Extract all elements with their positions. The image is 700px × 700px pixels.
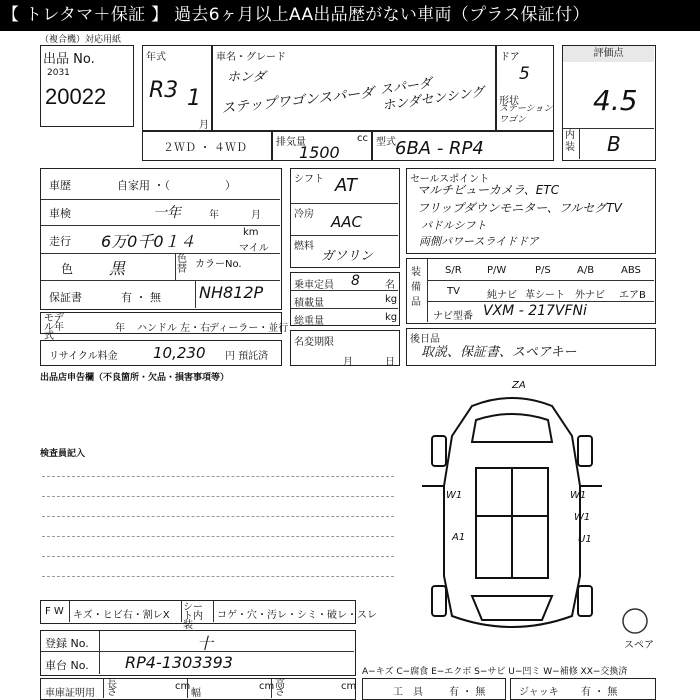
model-name: ステップワゴンスパーダ xyxy=(220,85,375,117)
shape-label: 形状 xyxy=(499,96,519,107)
sales-points-label: セールスポイント xyxy=(410,174,490,185)
shift-label: シフト xyxy=(294,174,324,185)
cert-height: 高さ xyxy=(275,679,285,698)
year-month-value: 1 xyxy=(187,86,201,111)
gross-label: 総重量 xyxy=(294,316,324,327)
sales-point-line: フリップダウンモニター、フルセグTV xyxy=(417,201,622,215)
interior-value: B xyxy=(607,132,621,156)
warranty-label: 保証書 xyxy=(49,291,82,304)
fuel-value: ガソリン xyxy=(321,249,374,264)
capacity-unit: 名 xyxy=(385,280,395,291)
history-value: 自家用 ・（ ） xyxy=(117,179,236,192)
score-box xyxy=(562,45,656,161)
fuel-label: 燃料 xyxy=(294,241,314,252)
diagram-top-mark: ZA xyxy=(512,380,526,391)
displacement-value: 1500 xyxy=(299,143,340,162)
capacity-value: 8 xyxy=(351,273,360,289)
color-change-label: 色替 xyxy=(177,254,187,275)
shift-box xyxy=(290,168,400,268)
equip-abs: ABS xyxy=(621,265,641,276)
ac-value: AAC xyxy=(331,213,362,231)
mileage-value: 6万0千0１４ xyxy=(101,232,196,251)
model-grade: スパーダ ホンダセンシング xyxy=(379,76,486,114)
diagram-mark: W1 xyxy=(574,512,591,523)
chassis-label: 車台 No. xyxy=(45,659,89,672)
tools-label: 工 具 xyxy=(393,687,423,698)
capacity-label: 乗車定員 xyxy=(294,280,334,291)
equipment-box xyxy=(406,258,656,324)
later-items-value: 取説、保証書、スペアキー xyxy=(421,345,577,360)
doors-box xyxy=(496,45,554,131)
ac-label: 冷房 xyxy=(294,209,314,220)
sales-point-line: パドルシフト xyxy=(421,219,487,232)
model-maker: ホンダ xyxy=(227,70,266,85)
form-note: （複合機）対応用紙 xyxy=(40,35,122,45)
fw-text: キズ・ヒビ右・割レX xyxy=(73,610,170,621)
cert-unit-2: cm xyxy=(259,681,275,692)
model-year-strip xyxy=(40,312,289,342)
jack-value: 有 ・ 無 xyxy=(581,687,618,698)
score-label: 評価点 xyxy=(563,46,654,62)
type-box xyxy=(372,131,554,161)
history-label: 車歴 xyxy=(49,179,71,192)
title-change-box xyxy=(290,330,400,366)
doors-value: 5 xyxy=(519,64,530,84)
damage-legend: A−キズ C−腐食 E−エクボ S−サビ U−凹ミ W−補修 XX−交換済 xyxy=(362,667,628,677)
title-change-month: 月 xyxy=(343,357,353,368)
registration-box xyxy=(40,630,356,676)
equip-ps: P/S xyxy=(535,265,551,276)
drive-box xyxy=(142,131,272,161)
year-label: 年式 xyxy=(146,52,166,63)
later-items-label: 後日品 xyxy=(410,334,440,345)
type-value: 6BA - RP4 xyxy=(395,138,484,159)
sales-point-line: マルチビューカメラ、ETC xyxy=(417,183,560,197)
cert-unit-1: cm xyxy=(175,681,191,692)
navi-value: VXM - 217VFNi xyxy=(483,303,587,319)
equip-sr: S/R xyxy=(445,265,462,276)
spare-label: スペア xyxy=(624,640,654,651)
later-items-box xyxy=(406,328,656,366)
year-box xyxy=(142,45,212,131)
lot-box xyxy=(40,45,134,127)
model-label: 車名・グレード xyxy=(216,52,286,63)
inspection-value: 一年 xyxy=(153,205,181,221)
color-value: 黒 xyxy=(109,259,126,278)
chassis-value: RP4-1303393 xyxy=(125,653,233,672)
model-box xyxy=(212,45,496,131)
fw-seat-row xyxy=(40,600,377,631)
cert-label: 車庫証明用 xyxy=(45,688,95,699)
equip-tv: TV xyxy=(447,286,460,297)
cert-length: 長さ xyxy=(107,679,117,698)
diagram-mark: U1 xyxy=(578,534,592,545)
type-label: 型式 xyxy=(376,137,396,148)
color-code-label: カラーNo. xyxy=(195,259,242,270)
equipment-label: 装備品 xyxy=(411,267,421,308)
inspection-year-label: 年 xyxy=(209,210,219,221)
recycle-value: 10,230 xyxy=(153,344,206,362)
color-code-value: NH812P xyxy=(199,283,264,302)
lot-number: 20022 xyxy=(45,84,107,109)
diagram-mark: W1 xyxy=(570,490,587,501)
cert-box xyxy=(40,678,356,700)
equip-ext-navi: 外ナビ xyxy=(575,290,605,301)
year-value: R3 xyxy=(149,78,179,103)
diagram-mark: A1 xyxy=(452,532,466,543)
shape-value: ステーション ワゴン xyxy=(499,104,553,125)
load-unit: kg xyxy=(385,294,398,305)
diagram-mark: W1 xyxy=(446,490,463,501)
mileage-label: 走行 xyxy=(49,235,71,248)
color-label: 色 xyxy=(61,262,74,276)
equip-pw: P/W xyxy=(487,265,507,276)
recycle-box xyxy=(40,340,282,366)
header-banner: 【 トレタマ＋保証 】 過去6ヶ月以上AA出品歴がない車両（プラス保証付） xyxy=(0,0,700,31)
title-change-day: 日 xyxy=(385,357,395,368)
lot-label: 出品 No. xyxy=(43,52,95,67)
inspection-label: 車検 xyxy=(49,207,71,220)
tools-value: 有 ・ 無 xyxy=(449,687,486,698)
seat-label: シート内装 xyxy=(183,602,203,631)
cert-width: 幅 xyxy=(191,688,201,699)
capacity-box xyxy=(290,272,400,326)
title-change-label: 名変期限 xyxy=(294,337,334,348)
recycle-label: リサイクル料金 xyxy=(49,351,118,362)
equip-navi: 純ナビ xyxy=(487,290,517,301)
spare-tire-icon xyxy=(620,606,650,636)
mileage-unit-mile: マイル xyxy=(239,243,269,254)
sales-point-line: 両側パワースライドドア xyxy=(419,235,539,248)
inspection-month-label: 月 xyxy=(251,210,261,221)
displacement-box xyxy=(272,131,372,161)
doors-label: ドア xyxy=(500,52,520,63)
model-year-year: 年 xyxy=(115,323,125,334)
year-month-label: 月 xyxy=(199,120,209,131)
model-year-handle: ハンドル 左・右 xyxy=(137,323,211,334)
equip-airbag: エアB xyxy=(619,290,646,301)
gross-unit: kg xyxy=(385,312,398,323)
registration-label: 登録 No. xyxy=(45,637,89,650)
load-label: 積載量 xyxy=(294,298,324,309)
model-year-dealer: ディーラー・並行 xyxy=(209,323,289,334)
warranty-value: 有 ・ 無 xyxy=(121,291,161,304)
inspector-label: 検査員記入 xyxy=(40,449,86,459)
displacement-label: 排気量 xyxy=(276,137,306,148)
drive-text: ２ＷＤ ・ ４ＷＤ xyxy=(163,141,247,154)
jack-box xyxy=(510,678,656,700)
mileage-unit-km: km xyxy=(243,227,259,238)
interior-label: 内装 xyxy=(565,130,575,153)
model-year-label: モデル年式 xyxy=(44,313,64,342)
vehicle-info-box xyxy=(40,168,282,310)
recycle-unit: 円 預託済 xyxy=(225,351,269,362)
sales-points-box xyxy=(406,168,656,254)
equip-leather: 革シート xyxy=(525,290,565,301)
lot-sublabel: 2031 xyxy=(47,68,70,78)
score-value: 4.5 xyxy=(593,84,638,117)
jack-label: ジャッキ xyxy=(519,687,559,698)
seat-text: コゲ・穴・汚レ・シミ・破レ・スレ xyxy=(217,610,377,621)
fw-label: F W xyxy=(45,606,64,617)
equip-ab: A/B xyxy=(577,265,595,276)
tools-box xyxy=(362,678,506,700)
displacement-unit: cc xyxy=(357,133,368,144)
registration-value: 十 xyxy=(197,634,214,653)
cert-unit-3: cm xyxy=(341,681,357,692)
shift-value: AT xyxy=(335,175,357,196)
navi-label: ナビ型番 xyxy=(433,311,473,322)
seller-notes-label: 出品店申告欄（不良箇所・欠品・損害事項等） xyxy=(40,373,230,383)
